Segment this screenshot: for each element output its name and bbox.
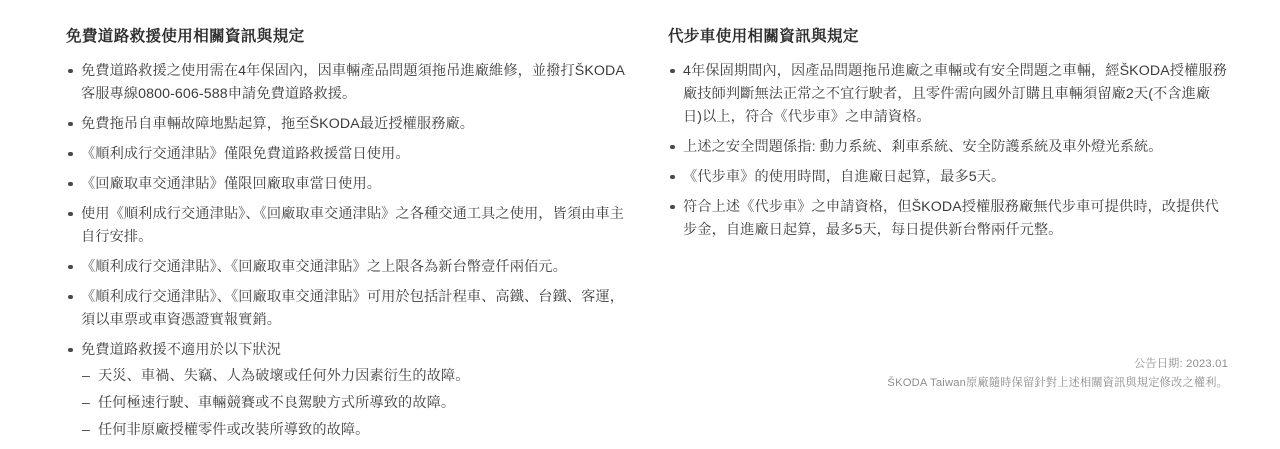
list-item <box>668 136 1228 159</box>
list-item-text: 4年保固期間內，因產品問題拖吊進廠之車輛或有安全問題之車輛，經ŠKODA授權服務廠技師判斷無法正常之不宜行駛者，且零件需向國外訂購且車輛須留廠2天(不含進廠日)以上，符合《代步車》之申請資格。 <box>683 62 1227 125</box>
right-column <box>668 26 1228 249</box>
list-item-text: 《順利成行交通津貼》、《回廠取車交通津貼》之上限各為新台幣壹仟兩佰元。 <box>81 258 567 275</box>
left-column-title: 免費道路救援使用相關資訊與規定 <box>66 28 305 45</box>
list-item-text: 《順利成行交通津貼》僅限免費道路救援當日使用。 <box>81 145 410 162</box>
list-item <box>66 60 626 106</box>
footer-disclaimer: ŠKODA Taiwan原廠隨時保留針對上述相關資訊與規定修改之權利。 <box>887 376 1228 389</box>
sub-list-item: – 任何極速行駛、車輛競賽或不良駕駛方式所導致的故障。 <box>81 392 626 415</box>
footer-publish-date: 公告日期: 2023.01 <box>1133 358 1228 371</box>
list-item <box>66 203 626 249</box>
left-column <box>66 26 626 449</box>
list-item-text: 免費拖吊自車輛故障地點起算，拖至ŠKODA最近授權服務廠。 <box>81 115 475 132</box>
list-item <box>668 196 1228 242</box>
list-item <box>66 286 626 332</box>
list-item <box>66 173 626 196</box>
sub-list-item: – 任何非原廠授權零件或改裝所導致的故障。 <box>81 419 626 442</box>
list-item <box>668 166 1228 189</box>
sub-list-item: – 天災、車禍、失竊、人為破壞或任何外力因素衍生的故障。 <box>81 365 626 388</box>
list-item-text: 《順利成行交通津貼》、《回廠取車交通津貼》可用於包括計程車、高鐵、台鐵、客運，須以車票或車資憑證實報實銷。 <box>81 288 625 328</box>
list-item-text: 上述之安全問題係指: 動力系統、剎車系統、安全防護系統及車外燈光系統。 <box>683 138 1163 155</box>
list-item <box>66 339 626 442</box>
list-item-text: 《回廠取車交通津貼》僅限回廠取車當日使用。 <box>81 175 382 192</box>
sub-list <box>81 365 626 442</box>
footer-note <box>887 355 1228 392</box>
list-item <box>668 60 1228 129</box>
list-item-text: 符合上述《代步車》之申請資格，但ŠKODA授權服務廠無代步車可提供時，改提供代步金，自進廠日起算，最多5天，每日提供新台幣兩仟元整。 <box>683 198 1219 238</box>
list-item-text: 免費道路救援之使用需在4年保固內，因車輛產品問題須拖吊進廠維修，並撥打ŠKODA客服專線0800-606-588申請免費道路救援。 <box>81 62 625 102</box>
list-item-text: 免費道路救援不適用於以下狀況 <box>81 341 282 358</box>
right-column-title: 代步車使用相關資訊與規定 <box>668 28 859 45</box>
list-item <box>66 113 626 136</box>
list-item-text: 使用《順利成行交通津貼》、《回廠取車交通津貼》之各種交通工具之使用，皆須由車主自行安排。 <box>81 205 625 245</box>
list-item <box>66 143 626 166</box>
right-column-list <box>668 60 1228 242</box>
list-item-text: 《代步車》的使用時間，自進廠日起算，最多5天。 <box>683 168 1006 185</box>
list-item <box>66 256 626 279</box>
left-column-list <box>66 60 626 442</box>
